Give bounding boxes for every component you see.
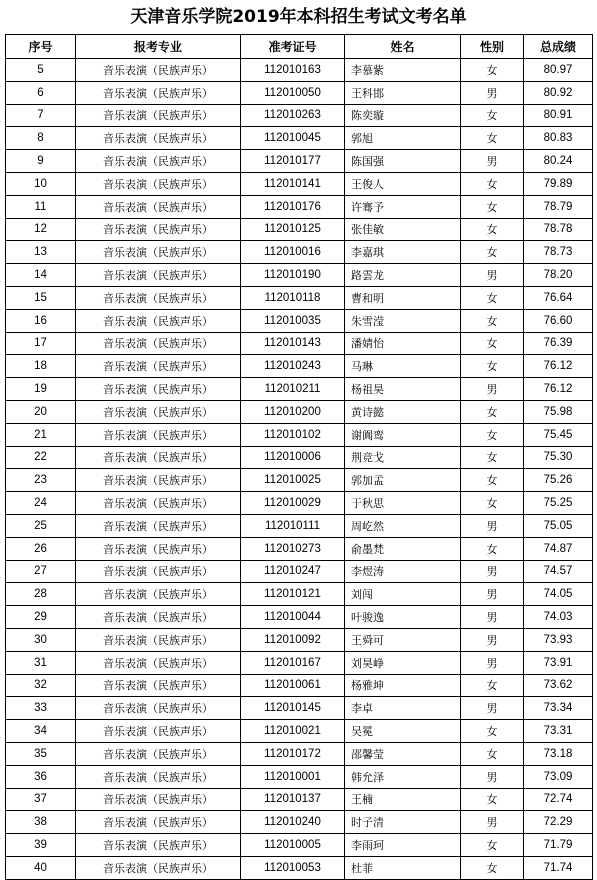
cell-gender: 女 [461,59,524,82]
cell-exam-id: 112010247 [241,560,345,583]
cell-major: 音乐表演（民族声乐） [76,172,241,195]
cell-exam-id: 112010200 [241,400,345,423]
cell-serial-number: 31 [6,651,76,674]
cell-total-score: 75.26 [524,469,593,492]
cell-name: 荆竞戈 [345,446,461,469]
table-row [6,628,593,651]
cell-serial-number: 10 [6,172,76,195]
cell-total-score: 76.60 [524,309,593,332]
cell-serial-number: 33 [6,697,76,720]
cell-gender: 女 [461,537,524,560]
cell-total-score: 80.83 [524,127,593,150]
cell-major: 音乐表演（民族声乐） [76,400,241,423]
cell-total-score: 78.20 [524,264,593,287]
cell-serial-number: 7 [6,104,76,127]
cell-gender: 女 [461,423,524,446]
cell-exam-id: 112010044 [241,606,345,629]
table-row [6,150,593,173]
cell-name: 潘婧怡 [345,332,461,355]
header-name: 姓名 [345,35,461,59]
cell-exam-id: 112010172 [241,742,345,765]
cell-gender: 男 [461,628,524,651]
cell-gender: 女 [461,720,524,743]
cell-exam-id: 112010029 [241,492,345,515]
cell-total-score: 74.03 [524,606,593,629]
table-row [6,218,593,241]
table-row [6,765,593,788]
cell-total-score: 73.34 [524,697,593,720]
cell-gender: 女 [461,218,524,241]
cell-serial-number: 8 [6,127,76,150]
header-major: 报考专业 [76,35,241,59]
cell-serial-number: 22 [6,446,76,469]
cell-serial-number: 5 [6,59,76,82]
cell-major: 音乐表演（民族声乐） [76,492,241,515]
cell-gender: 女 [461,788,524,811]
cell-gender: 女 [461,195,524,218]
table-row [6,674,593,697]
cell-gender: 男 [461,651,524,674]
cell-major: 音乐表演（民族声乐） [76,537,241,560]
cell-serial-number: 40 [6,856,76,879]
cell-gender: 女 [461,241,524,264]
cell-exam-id: 112010243 [241,355,345,378]
cell-serial-number: 30 [6,628,76,651]
header-exam-id: 准考证号 [241,35,345,59]
cell-exam-id: 112010102 [241,423,345,446]
cell-gender: 男 [461,150,524,173]
table-row [6,332,593,355]
cell-name: 李卓 [345,697,461,720]
cell-serial-number: 20 [6,400,76,423]
cell-total-score: 75.98 [524,400,593,423]
cell-total-score: 76.12 [524,355,593,378]
table-row [6,697,593,720]
cell-serial-number: 16 [6,309,76,332]
cell-major: 音乐表演（民族声乐） [76,628,241,651]
cell-serial-number: 39 [6,834,76,857]
cell-major: 音乐表演（民族声乐） [76,811,241,834]
cell-major: 音乐表演（民族声乐） [76,241,241,264]
cell-gender: 男 [461,697,524,720]
cell-gender: 女 [461,446,524,469]
cell-exam-id: 112010053 [241,856,345,879]
cell-major: 音乐表演（民族声乐） [76,788,241,811]
table-row [6,537,593,560]
cell-name: 李嘉琪 [345,241,461,264]
header-total-score: 总成绩 [524,35,593,59]
cell-exam-id: 112010050 [241,81,345,104]
cell-gender: 女 [461,332,524,355]
cell-name: 李煜涛 [345,560,461,583]
cell-major: 音乐表演（民族声乐） [76,651,241,674]
cell-total-score: 78.73 [524,241,593,264]
cell-total-score: 73.93 [524,628,593,651]
cell-gender: 男 [461,81,524,104]
cell-gender: 男 [461,765,524,788]
cell-exam-id: 112010167 [241,651,345,674]
cell-total-score: 72.29 [524,811,593,834]
cell-total-score: 73.18 [524,742,593,765]
table-row [6,834,593,857]
cell-gender: 女 [461,674,524,697]
cell-major: 音乐表演（民族声乐） [76,765,241,788]
cell-total-score: 73.62 [524,674,593,697]
cell-exam-id: 112010143 [241,332,345,355]
cell-name: 曹和明 [345,286,461,309]
cell-name: 李雨珂 [345,834,461,857]
table-row [6,856,593,879]
table-row [6,423,593,446]
cell-gender: 女 [461,309,524,332]
cell-total-score: 79.89 [524,172,593,195]
cell-exam-id: 112010111 [241,514,345,537]
cell-serial-number: 24 [6,492,76,515]
cell-exam-id: 112010061 [241,674,345,697]
cell-name: 郭旭 [345,127,461,150]
cell-serial-number: 11 [6,195,76,218]
cell-exam-id: 112010240 [241,811,345,834]
cell-exam-id: 112010273 [241,537,345,560]
table-row [6,742,593,765]
cell-total-score: 74.05 [524,583,593,606]
cell-serial-number: 18 [6,355,76,378]
cell-serial-number: 27 [6,560,76,583]
cell-name: 马琳 [345,355,461,378]
cell-serial-number: 21 [6,423,76,446]
cell-name: 杨雅坤 [345,674,461,697]
cell-total-score: 75.05 [524,514,593,537]
cell-gender: 女 [461,742,524,765]
cell-exam-id: 112010045 [241,127,345,150]
cell-gender: 女 [461,286,524,309]
cell-name: 刘闯 [345,583,461,606]
cell-serial-number: 17 [6,332,76,355]
cell-gender: 女 [461,469,524,492]
table-row [6,492,593,515]
cell-serial-number: 37 [6,788,76,811]
cell-major: 音乐表演（民族声乐） [76,856,241,879]
cell-gender: 男 [461,606,524,629]
table-row [6,355,593,378]
table-row [6,788,593,811]
cell-major: 音乐表演（民族声乐） [76,446,241,469]
table-row [6,720,593,743]
cell-serial-number: 28 [6,583,76,606]
table-header-row [6,35,593,59]
header-gender: 性别 [461,35,524,59]
cell-major: 音乐表演（民族声乐） [76,560,241,583]
cell-major: 音乐表演（民族声乐） [76,59,241,82]
table-row [6,286,593,309]
cell-major: 音乐表演（民族声乐） [76,150,241,173]
table-row [6,127,593,150]
cell-major: 音乐表演（民族声乐） [76,674,241,697]
cell-major: 音乐表演（民族声乐） [76,264,241,287]
cell-total-score: 74.57 [524,560,593,583]
cell-major: 音乐表演（民族声乐） [76,742,241,765]
table-row [6,400,593,423]
document-title: 天津音乐学院2019年本科招生考试文考名单 [130,7,467,27]
cell-name: 朱雪滢 [345,309,461,332]
table-row [6,446,593,469]
cell-major: 音乐表演（民族声乐） [76,355,241,378]
cell-total-score: 76.64 [524,286,593,309]
table-row [6,264,593,287]
table-row [6,560,593,583]
cell-name: 黄诗懿 [345,400,461,423]
table-row [6,104,593,127]
cell-major: 音乐表演（民族声乐） [76,332,241,355]
cell-major: 音乐表演（民族声乐） [76,697,241,720]
cell-serial-number: 23 [6,469,76,492]
cell-exam-id: 112010001 [241,765,345,788]
cell-major: 音乐表演（民族声乐） [76,583,241,606]
cell-exam-id: 112010092 [241,628,345,651]
cell-exam-id: 112010025 [241,469,345,492]
cell-name: 俞墨梵 [345,537,461,560]
cell-name: 王科邯 [345,81,461,104]
cell-name: 路雲龙 [345,264,461,287]
cell-gender: 女 [461,856,524,879]
table-row [6,811,593,834]
cell-exam-id: 112010021 [241,720,345,743]
cell-total-score: 75.30 [524,446,593,469]
cell-name: 陈国强 [345,150,461,173]
cell-major: 音乐表演（民族声乐） [76,81,241,104]
cell-exam-id: 112010137 [241,788,345,811]
cell-serial-number: 13 [6,241,76,264]
cell-gender: 男 [461,378,524,401]
cell-total-score: 80.97 [524,59,593,82]
cell-gender: 女 [461,172,524,195]
cell-total-score: 72.74 [524,788,593,811]
cell-exam-id: 112010145 [241,697,345,720]
cell-major: 音乐表演（民族声乐） [76,378,241,401]
cell-serial-number: 29 [6,606,76,629]
cell-name: 王楠 [345,788,461,811]
cell-name: 张佳敏 [345,218,461,241]
cell-total-score: 78.78 [524,218,593,241]
cell-exam-id: 112010125 [241,218,345,241]
cell-name: 时子清 [345,811,461,834]
cell-exam-id: 112010263 [241,104,345,127]
cell-exam-id: 112010211 [241,378,345,401]
cell-serial-number: 15 [6,286,76,309]
cell-name: 许骞予 [345,195,461,218]
cell-major: 音乐表演（民族声乐） [76,606,241,629]
cell-exam-id: 112010006 [241,446,345,469]
cell-exam-id: 112010141 [241,172,345,195]
cell-total-score: 80.91 [524,104,593,127]
cell-exam-id: 112010005 [241,834,345,857]
cell-gender: 女 [461,355,524,378]
cell-total-score: 80.24 [524,150,593,173]
cell-serial-number: 34 [6,720,76,743]
cell-name: 杨祖昊 [345,378,461,401]
cell-total-score: 71.79 [524,834,593,857]
cell-serial-number: 26 [6,537,76,560]
table-row [6,309,593,332]
cell-major: 音乐表演（民族声乐） [76,104,241,127]
cell-name: 刘昊峥 [345,651,461,674]
table-row [6,241,593,264]
cell-exam-id: 112010118 [241,286,345,309]
cell-major: 音乐表演（民族声乐） [76,218,241,241]
cell-total-score: 76.12 [524,378,593,401]
cell-major: 音乐表演（民族声乐） [76,286,241,309]
cell-major: 音乐表演（民族声乐） [76,423,241,446]
candidate-table [5,34,593,880]
cell-total-score: 71.74 [524,856,593,879]
cell-major: 音乐表演（民族声乐） [76,195,241,218]
cell-name: 韩允泽 [345,765,461,788]
cell-total-score: 75.45 [524,423,593,446]
cell-gender: 女 [461,492,524,515]
cell-name: 谢阗鸾 [345,423,461,446]
cell-gender: 男 [461,514,524,537]
cell-serial-number: 38 [6,811,76,834]
cell-gender: 男 [461,264,524,287]
table-row [6,606,593,629]
cell-total-score: 76.39 [524,332,593,355]
cell-name: 于秋思 [345,492,461,515]
cell-major: 音乐表演（民族声乐） [76,834,241,857]
cell-gender: 男 [461,811,524,834]
cell-name: 陈奕璇 [345,104,461,127]
cell-serial-number: 32 [6,674,76,697]
cell-name: 叶骏逸 [345,606,461,629]
cell-exam-id: 112010035 [241,309,345,332]
cell-gender: 男 [461,583,524,606]
cell-name: 吴冕 [345,720,461,743]
cell-total-score: 73.91 [524,651,593,674]
cell-major: 音乐表演（民族声乐） [76,469,241,492]
cell-serial-number: 12 [6,218,76,241]
cell-name: 王舜可 [345,628,461,651]
table-row [6,378,593,401]
cell-serial-number: 35 [6,742,76,765]
table-row [6,583,593,606]
table-row [6,514,593,537]
cell-gender: 女 [461,834,524,857]
cell-exam-id: 112010016 [241,241,345,264]
cell-gender: 女 [461,127,524,150]
cell-name: 杜菲 [345,856,461,879]
cell-total-score: 73.09 [524,765,593,788]
cell-name: 邵馨莹 [345,742,461,765]
cell-name: 王俊人 [345,172,461,195]
cell-total-score: 78.79 [524,195,593,218]
table-row [6,59,593,82]
cell-name: 李慕紫 [345,59,461,82]
table-row [6,172,593,195]
cell-exam-id: 112010177 [241,150,345,173]
table-row [6,651,593,674]
cell-serial-number: 6 [6,81,76,104]
cell-major: 音乐表演（民族声乐） [76,309,241,332]
cell-major: 音乐表演（民族声乐） [76,127,241,150]
cell-exam-id: 112010163 [241,59,345,82]
cell-serial-number: 14 [6,264,76,287]
table-body [6,59,593,880]
cell-name: 周屹然 [345,514,461,537]
header-serial-number: 序号 [6,35,76,59]
table-row [6,469,593,492]
cell-major: 音乐表演（民族声乐） [76,514,241,537]
cell-name: 郭加孟 [345,469,461,492]
cell-serial-number: 19 [6,378,76,401]
cell-total-score: 74.87 [524,537,593,560]
cell-total-score: 75.25 [524,492,593,515]
cell-serial-number: 9 [6,150,76,173]
cell-gender: 女 [461,104,524,127]
cell-exam-id: 112010190 [241,264,345,287]
cell-gender: 女 [461,400,524,423]
cell-serial-number: 25 [6,514,76,537]
cell-exam-id: 112010121 [241,583,345,606]
cell-gender: 男 [461,560,524,583]
cell-total-score: 80.92 [524,81,593,104]
cell-total-score: 73.31 [524,720,593,743]
cell-major: 音乐表演（民族声乐） [76,720,241,743]
cell-exam-id: 112010176 [241,195,345,218]
table-row [6,195,593,218]
table-row [6,81,593,104]
cell-serial-number: 36 [6,765,76,788]
